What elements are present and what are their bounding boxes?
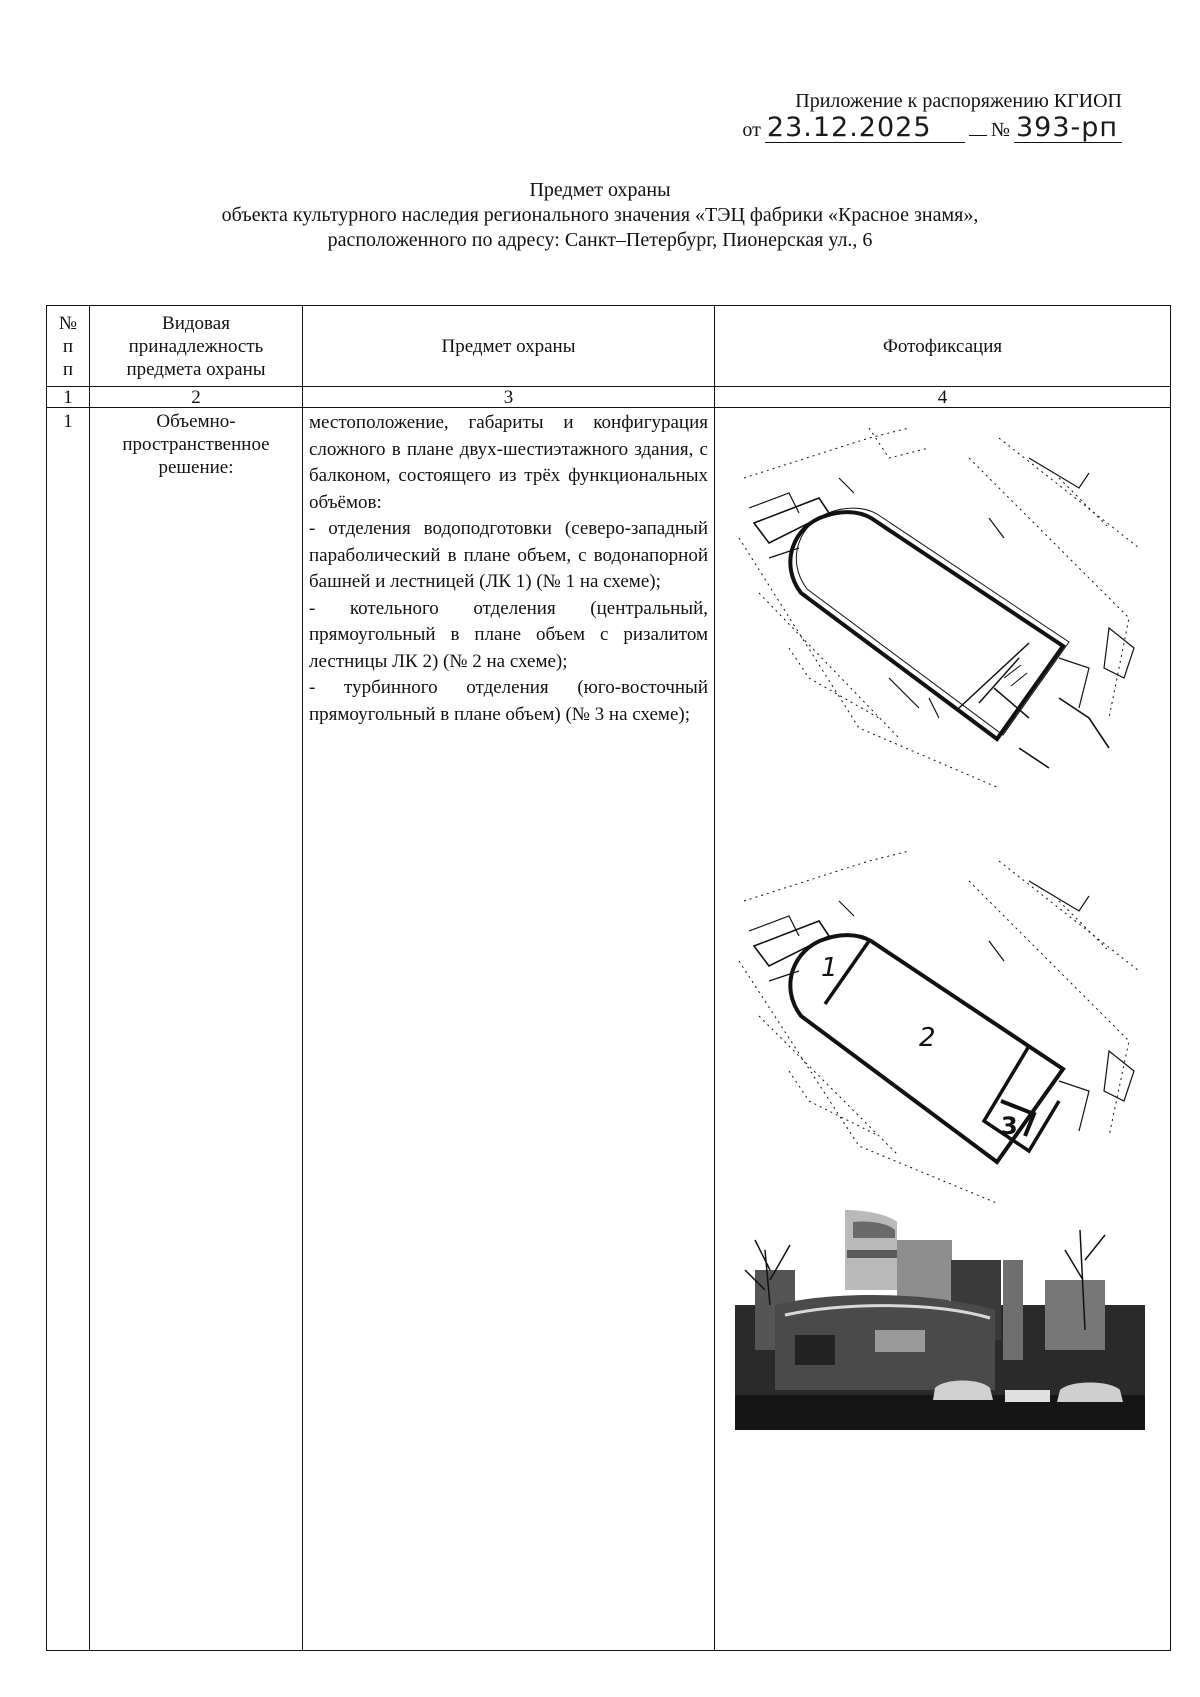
header-kind [90,306,303,387]
header-photo: Фотофиксация [715,306,1171,387]
title-line-1: Предмет охраны [529,179,671,201]
scheme-label-3: 3 [1001,1112,1018,1140]
from-label: от [742,119,761,141]
column-number-row [47,387,1171,408]
order-date: 23.12.2025 [765,114,965,143]
site-plan-image [729,418,1149,788]
row-kind-line-1: Объемно- [156,411,236,432]
column-number-1: 1 [47,387,90,408]
title-line-2: объекта культурного наследия регионального значения «ТЭЦ фабрики «Красное знамя», [221,204,979,226]
header-kind-line-1: Видовая [162,312,230,334]
row-kind [90,408,303,1651]
row-description [303,408,715,1651]
description-paragraph-4: - турбинного отделения (юго-восточный прямоугольный в плане объем) (№ 3 на схеме); [309,677,708,725]
description-paragraph-1: местоположение, габариты и конфигурация сложного в плане двух-шестиэтажного здания, с балконом, состоящего из трёх функциональных объёмов: [309,412,708,513]
header-subject: Предмет охраны [303,306,715,387]
title-line-3: расположенного по адресу: Санкт–Петербург, Пионерская ул., 6 [327,229,873,251]
description-paragraph-2: - отделения водоподготовки (северо-западный параболический в плане объем, с водонапорной башней и лестницей (ЛК 1) (№ 1 на схеме); [309,518,708,592]
header-number-line-3: п [62,358,74,380]
order-date-number [702,114,1122,143]
order-reference [702,88,1122,143]
protection-subject-table [46,305,1171,1651]
appendix-line: Приложение к распоряжению КГИОП [795,90,1122,112]
scheme-label-2: 2 [919,1023,936,1053]
column-number-3: 3 [303,387,715,408]
row-kind-line-3: решение: [158,457,234,478]
header-kind-line-3: предмета охраны [126,358,266,380]
header-number [47,306,90,387]
number-label: № [990,119,1010,141]
header-number-line-1: № [58,312,78,334]
building-photo-image [735,1210,1145,1430]
header-kind-line-2: принадлежность [128,335,264,357]
table-header-row [47,306,1171,387]
scheme-label-1: 1 [821,953,838,983]
date-underline [969,135,987,136]
document-title [0,178,1200,253]
order-number: 393-рп [1014,114,1122,143]
table-row [47,408,1171,1651]
column-number-4: 4 [715,387,1171,408]
row-kind-line-2: пространственное [122,434,270,455]
header-number-line-2: п [62,335,74,357]
description-paragraph-3: - котельного отделения (центральный, прямоугольный в плане объем с ризалитом лестницы ЛК 2) (№ 2 на схеме); [309,597,708,672]
row-number: 1 [47,408,90,1651]
row-photo-cell [715,408,1171,1651]
column-number-2: 2 [90,387,303,408]
numbered-site-plan-image [729,846,1149,1206]
